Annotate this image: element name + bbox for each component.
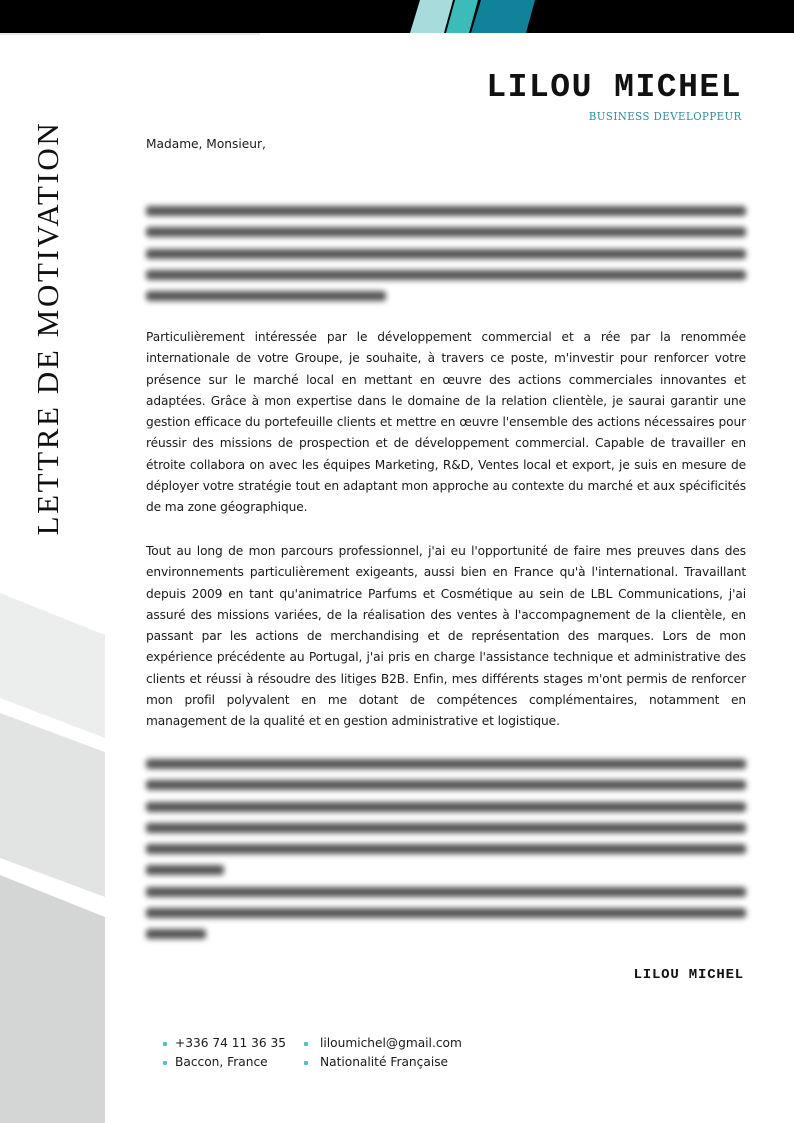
paragraph-interest: Particulièrement intéressée par le développement commercial et a rée par la renommée internationale de votre Groupe, je souhaite, à travers ce poste, m'investir pour renforcer votre présence sur le marché local en mettant en œuvre des actions commerciales innovantes et adaptées. Grâce à mon expertise dans le domaine de la relation clientèle, je saurai garantir une gestion efficace du portefeuille clients et mettre en œuvre l'ensemble des actions nécessaires pour réussir des missions de prospection et de développement commercial. Capable de travailler en étroite collabora on avec les équipes Marketing, R&D, Ventes local et export, je suis en mesure de déployer votre stratégie tout en adaptant mon approche au contexte du marché et aux spécificités de ma zone géographique. bbox=[146, 330, 746, 514]
paragraph-blurred-2 bbox=[146, 753, 746, 944]
bullet-icon bbox=[304, 1042, 308, 1046]
bullet-icon bbox=[163, 1042, 167, 1046]
nationality: Nationalité Française bbox=[320, 1055, 449, 1069]
applicant-name: LILOU MICHEL bbox=[486, 69, 742, 106]
job-title: BUSINESS DEVELOPPEUR bbox=[589, 109, 742, 123]
bullet-icon bbox=[304, 1061, 308, 1065]
bullet-icon bbox=[163, 1061, 167, 1065]
decorative-stripes bbox=[0, 0, 794, 33]
greeting: Madame, Monsieur, bbox=[146, 137, 266, 151]
paragraph-experience: Tout au long de mon parcours professionnel, j'ai eu l'opportunité de faire mes preuves dans des environnements particulièrement exigeants, aussi bien en France qu'à l'international. Travaillant depuis 2009 en tant qu'animatrice Parfums et Cosmétique au sein de LBL Communications, j'ai assuré des missions variées, de la réalisation des ventes à l'accompagnement de la clientèle, en passant par les actions de merchandising et de représentation des marques. Lors de mon expérience précédente au Portugal, j'ai pris en charge l'assistance technique et administrative des clients et réussi à résoudre des litiges B2B. Enfin, mes différents stages m'ont permis de renforcer mon profil polyvalent en me dotant de compétences complémentaires, notamment en management de la qualité et en gestion administrative et logistique. bbox=[146, 544, 746, 728]
signature: LILOU MICHEL bbox=[633, 967, 744, 983]
location: Baccon, France bbox=[175, 1055, 268, 1069]
document-type-title: LETTRE DE MOTIVATION bbox=[30, 120, 65, 536]
email-address[interactable]: liloumichel@gmail.com bbox=[320, 1036, 462, 1050]
paragraph-blurred-1 bbox=[146, 200, 746, 306]
phone-number: +336 74 11 36 35 bbox=[175, 1036, 287, 1050]
